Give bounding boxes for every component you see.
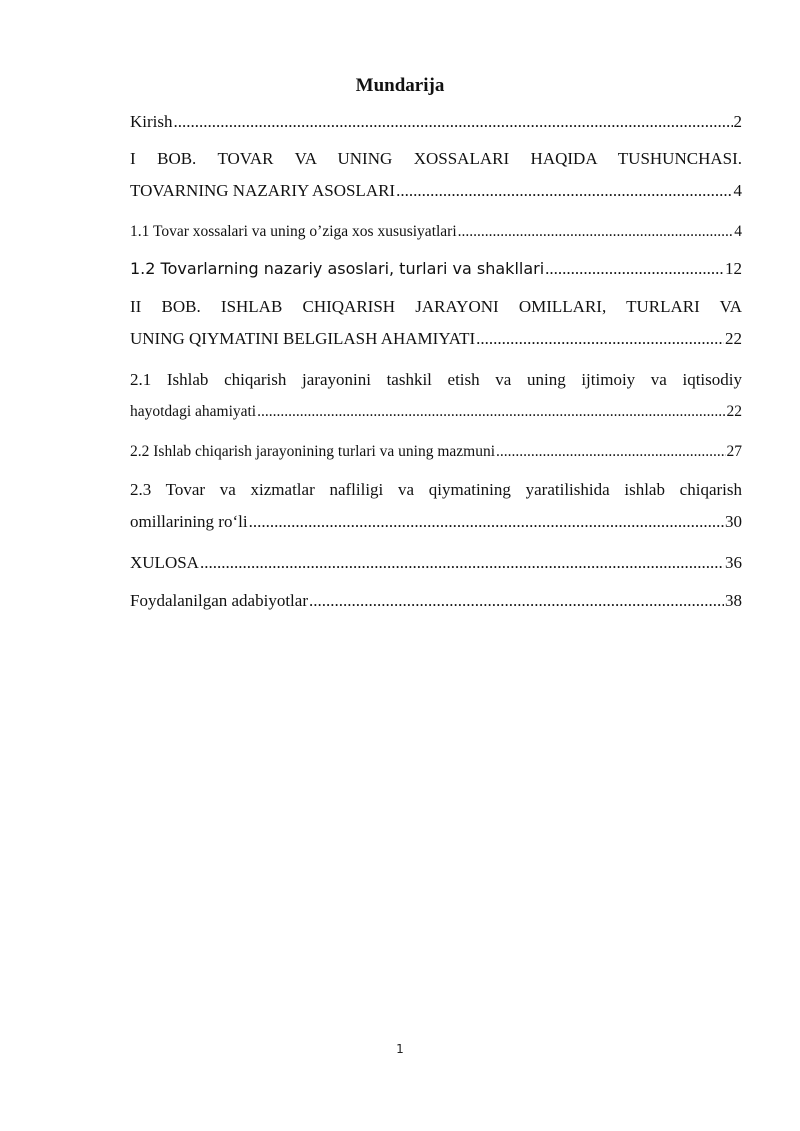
toc-entry-section-2-3[interactable] [130,478,742,534]
toc-entry-section-1-1[interactable] [130,220,742,244]
toc-entry-conclusion[interactable] [130,551,742,575]
toc-page-number: 22 [725,329,742,348]
toc-page-number: 36 [725,553,742,572]
toc-dot-leader [545,257,724,281]
toc-entry-section-2-2[interactable] [130,440,742,464]
toc-dot-leader [476,327,724,351]
toc-entry-references[interactable] [130,589,742,613]
toc-entry-text-line1: II BOB. ISHLAB CHIQARISH JARAYONI OMILLARI, TURLARI VA [130,297,742,316]
toc-entry-chapter-2[interactable] [130,295,742,351]
toc-entry-text: 2.2 Ishlab chiqarish jarayonining turlari va uning mazmuni [130,443,496,460]
toc-entry-text-line1: 2.1 Ishlab chiqarish jarayonini tashkil etish va uning ijtimoiy va iqtisodiy [130,370,742,389]
toc-dot-leader [257,400,725,424]
toc-dot-leader [174,110,733,134]
toc-entry-text: 1.1 Tovar xossalari va uning o’ziga xos xususiyatlari [130,223,457,240]
toc-page-number: 27 [726,443,742,460]
toc-page-number: 4 [734,223,742,240]
toc-page-number: 38 [725,591,742,610]
toc-entry-text-line1: 2.3 Tovar va xizmatlar nafliligi va qiymatining yaratilishida ishlab chiqarish [130,480,742,499]
toc-entry-section-2-1[interactable] [130,368,742,424]
toc-page-number: 30 [725,512,742,531]
toc-page-number: 4 [733,181,742,200]
toc-entry-text: XULOSA [130,553,199,572]
toc-entry-kirish[interactable] [130,110,742,134]
page-title: Mundarija [355,75,445,96]
toc-entry-text: Foydalanilgan adabiyotlar [130,591,308,610]
toc-entry-text: 1.2 Tovarlarning nazariy asoslari, turlari va shakllari [130,259,545,278]
toc-entry-text: TOVARNING NAZARIY ASOSLARI [130,181,396,200]
toc-entry-text: omillarining ro‘li [130,512,248,531]
toc-entry-chapter-1[interactable] [130,147,742,203]
toc-page-number: 2 [733,112,742,131]
page-number: 1 [396,1042,404,1056]
toc-dot-leader [496,440,725,464]
toc-dot-leader [458,220,734,244]
toc-entry-text: UNING QIYMATINI BELGILASH AHAMIYATI [130,329,476,348]
toc-entry-text: hayotdagi ahamiyati [130,403,257,420]
toc-dot-leader [396,179,732,203]
toc-entry-text-line1: I BOB. TOVAR VA UNING XOSSALARI HAQIDA TUSHUNCHASI. [130,149,742,168]
toc-entry-text: Kirish [130,112,173,131]
toc-entry-section-1-2[interactable] [130,257,742,281]
toc-dot-leader [309,589,724,613]
toc-page-number: 12 [725,259,742,278]
toc-dot-leader [200,551,724,575]
toc-page-number: 22 [726,403,742,420]
toc-dot-leader [249,510,724,534]
